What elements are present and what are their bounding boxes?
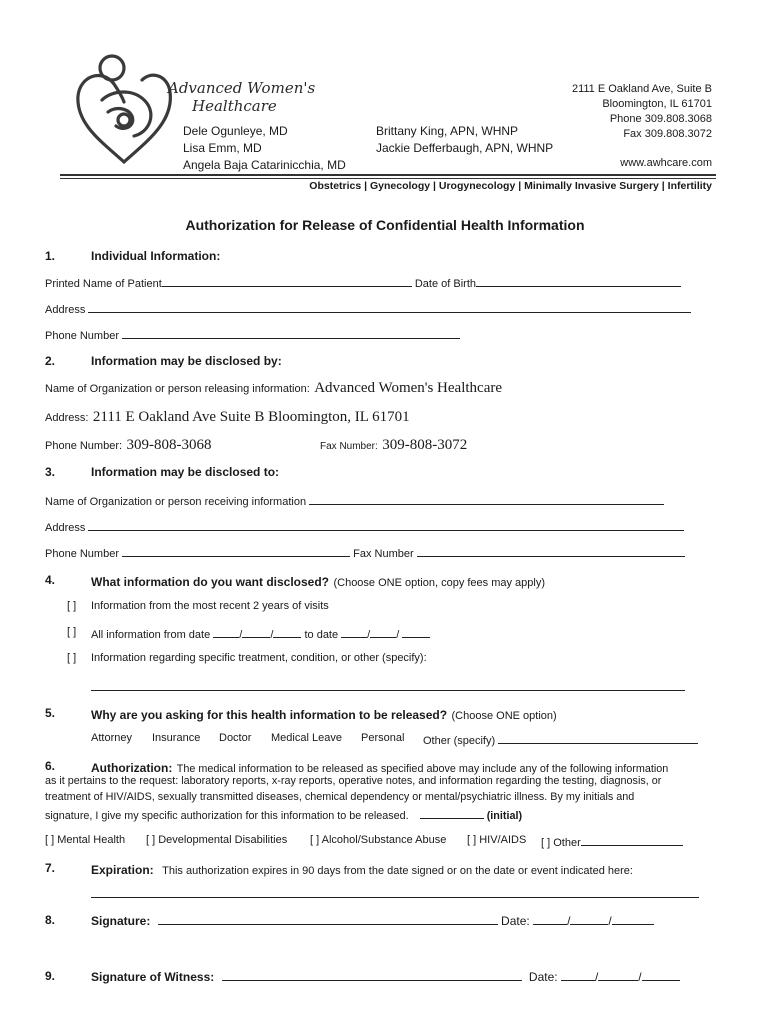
from-day-field[interactable] [242,626,270,638]
provider-3: Angela Baja Catarinicchia, MD [183,158,346,172]
provider-5: Jackie Defferbaugh, APN, WHNP [376,141,554,155]
logo-name-line1: Advanced Women's [168,79,316,97]
witness-date-year[interactable] [642,969,680,981]
witness-label: Signature of Witness: [91,970,215,984]
receiving-org-row [45,493,664,508]
reason-other-label: Other (specify) [423,735,496,747]
expiration-field[interactable] [91,897,699,898]
form-title: Authorization for Release of Confidential Health Information [185,217,585,233]
reason-other-field[interactable] [498,732,698,744]
category-other[interactable]: [ ] Other [541,837,581,849]
section-9-number: 9. [45,969,56,983]
section-8-number: 8. [45,913,56,927]
section-7-heading: Expiration: [91,863,154,877]
reason-doctor[interactable]: Doctor [219,732,252,744]
section-5-number: 5. [45,706,56,720]
receiving-org-label: Name of Organization or person receiving information [45,496,307,508]
option-range-row: All information from date / / to date / / [91,626,430,641]
option-label-range-from: All information from date [91,629,211,641]
releasing-phone-row [45,436,212,454]
section-4-heading-row [91,573,545,591]
option-checkbox-recent[interactable]: [ ] [67,600,77,612]
option-label-specific: Information regarding specific treatment, condition, or other (specify): [91,652,427,664]
clinic-address-line2: Bloomington, IL 61701 [602,98,712,110]
patient-address-label: Address [45,304,86,316]
dob-field[interactable] [476,275,681,287]
releasing-org-label: Name of Organization or person releasing information: [45,383,310,395]
receiving-org-field[interactable] [309,493,664,505]
signature-field[interactable] [158,913,498,925]
section-4-note: (Choose ONE option, copy fees may apply) [333,577,546,589]
heart-logo-icon [72,50,178,166]
receiving-fax-field[interactable] [417,545,685,557]
section-1-heading: Individual Information: [91,249,221,263]
section-4-number: 4. [45,573,56,587]
from-month-field[interactable] [213,626,239,638]
authorization-text-4: signature, I give my specific authorization for this information to be released. [45,810,409,822]
witness-row: Signature of Witness: Date: / / [91,969,680,984]
patient-phone-label: Phone Number [45,330,119,342]
witness-date-month[interactable] [561,969,595,981]
releasing-fax-value: 309-808-3072 [382,437,468,453]
to-day-field[interactable] [370,626,396,638]
dob-label: Date of Birth [414,278,476,290]
category-other-row [541,834,683,849]
section-2-heading: Information may be disclosed by: [91,354,282,368]
clinic-address-line1: 2111 E Oakland Ave, Suite B [571,83,712,95]
reason-other-row [423,732,698,747]
signature-label: Signature: [91,914,151,928]
section-3-heading: Information may be disclosed to: [91,465,280,479]
clinic-phone: Phone 309.808.3068 [609,113,712,125]
releasing-org-row [45,379,502,397]
signature-date-day[interactable] [570,913,608,925]
expiration-text: This authorization expires in 90 days from the date signed or on the date or event indicated here: [162,865,633,877]
section-3-number: 3. [45,465,56,479]
authorization-text-1: The medical information to be released as specified above may include any of the following information [176,763,669,775]
receiving-address-field[interactable] [88,519,684,531]
option-label-range-to: to date [304,629,339,641]
section-5-heading-row [91,706,557,724]
from-year-field[interactable] [273,626,301,638]
category-developmental[interactable]: [ ] Developmental Disabilities [146,834,288,846]
authorization-text-4-row [45,807,522,822]
receiving-address-label: Address [45,522,86,534]
section-5-note: (Choose ONE option) [451,710,557,722]
witness-signature-field[interactable] [222,969,522,981]
witness-date-day[interactable] [598,969,638,981]
receiving-phone-row [45,545,685,560]
signature-date-label: Date: [501,914,530,928]
authorization-text-2: as it pertains to the request: laboratory reports, x-ray reports, operative notes, and information regarding the testing, diagnosis, or [45,775,662,787]
section-2-number: 2. [45,354,56,368]
patient-name-label: Printed Name of Patient [45,278,162,290]
section-6-number: 6. [45,759,56,773]
option-label-recent: Information from the most recent 2 years of visits [91,600,329,612]
category-other-field[interactable] [581,834,683,846]
section-7-number: 7. [45,861,56,875]
provider-1: Dele Ogunleye, MD [183,124,288,138]
initial-label: (initial) [486,810,523,822]
releasing-phone-value: 309-808-3068 [126,437,212,453]
releasing-fax-label: Fax Number: [320,441,378,452]
authorization-text-3: treatment of HIV/AIDS, sexually transmitted diseases, chemical dependency or mental/psychiatric illness. By my initials and [45,791,635,803]
section-1-number: 1. [45,249,56,263]
to-year-field[interactable] [402,626,430,638]
patient-phone-field[interactable] [122,327,460,339]
section-6-heading: Authorization: [91,761,173,775]
section-7-heading-row [91,861,633,879]
receiving-phone-field[interactable] [122,545,350,557]
releasing-phone-label: Phone Number: [45,440,123,452]
to-month-field[interactable] [341,626,367,638]
receiving-phone-label: Phone Number [45,548,119,560]
reason-medical-leave[interactable]: Medical Leave [271,732,342,744]
patient-name-row [45,275,681,290]
logo-name-line2: Healthcare [192,97,277,115]
provider-4: Brittany King, APN, WHNP [376,124,519,138]
releasing-address-row [45,408,410,426]
option-checkbox-specific[interactable]: [ ] [67,652,77,664]
services-line: Obstetrics | Gynecology | Urogynecology | Minimally Invasive Surgery | Infertility [309,180,712,192]
receiving-fax-label: Fax Number [353,548,414,560]
patient-name-field[interactable] [162,275,412,287]
releasing-address-value: 2111 E Oakland Ave Suite B Bloomington, IL 61701 [92,409,410,425]
releasing-fax-row [320,436,467,454]
category-mental-health[interactable]: [ ] Mental Health [45,834,126,846]
specific-info-field[interactable] [91,690,685,691]
category-alcohol-substance[interactable]: [ ] Alcohol/Substance Abuse [310,834,447,846]
reason-insurance[interactable]: Insurance [152,732,201,744]
clinic-fax: Fax 309.808.3072 [623,128,712,140]
header-divider-thick [60,174,716,176]
reason-personal[interactable]: Personal [361,732,405,744]
initials-field[interactable] [420,807,484,819]
option-checkbox-range[interactable]: [ ] [67,626,77,638]
signature-row: Signature: Date: / / [91,913,654,928]
patient-address-field[interactable] [88,301,691,313]
clinic-website: www.awhcare.com [620,157,712,169]
section-5-heading: Why are you asking for this health information to be released? [91,708,448,722]
releasing-address-label: Address: [45,412,89,424]
patient-phone-row [45,327,460,342]
witness-date-label: Date: [528,970,558,984]
header-divider-thin [60,178,716,179]
provider-2: Lisa Emm, MD [183,141,262,155]
signature-date-month[interactable] [533,913,567,925]
receiving-address-row [45,519,684,534]
section-4-heading: What information do you want disclosed? [91,575,330,589]
patient-address-row [45,301,691,316]
category-hiv-aids[interactable]: [ ] HIV/AIDS [467,834,527,846]
signature-date-year[interactable] [612,913,654,925]
releasing-org-value: Advanced Women's Healthcare [314,380,503,396]
reason-attorney[interactable]: Attorney [91,732,132,744]
